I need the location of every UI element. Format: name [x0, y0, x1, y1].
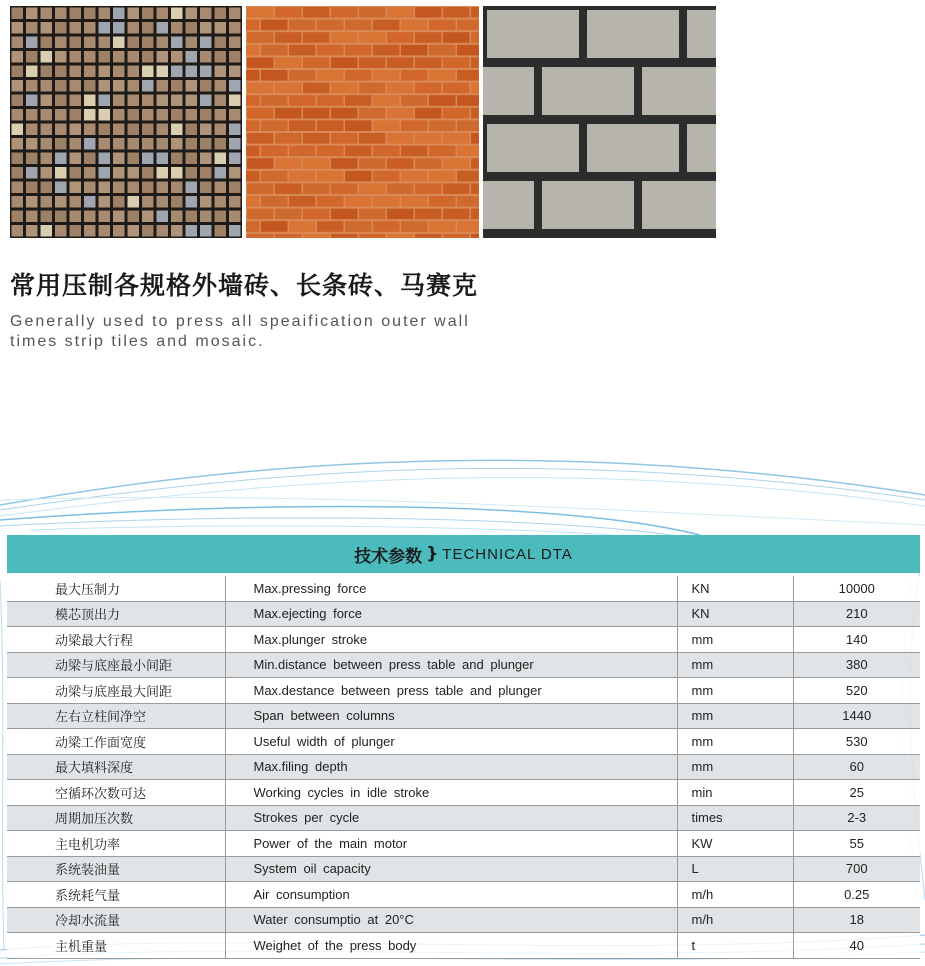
param-value: 210 — [793, 601, 920, 627]
param-name-cn: 系统装油量 — [7, 856, 225, 882]
table-row — [7, 576, 920, 601]
table-row — [7, 678, 920, 704]
param-name-cn: 动梁最大行程 — [7, 627, 225, 653]
param-value: 380 — [793, 652, 920, 678]
param-name-cn: 动梁与底座最小间距 — [7, 652, 225, 678]
spec-table-header — [7, 535, 920, 573]
spec-table — [7, 576, 920, 959]
param-name-cn: 主机重量 — [7, 933, 225, 959]
param-value: 530 — [793, 729, 920, 755]
param-name-cn: 主电机功率 — [7, 831, 225, 857]
param-name-cn: 冷却水流量 — [7, 907, 225, 933]
page-subtitle — [10, 312, 470, 352]
param-value: 60 — [793, 754, 920, 780]
table-row — [7, 754, 920, 780]
table-row — [7, 780, 920, 806]
param-name-en: Max.ejecting force — [225, 601, 677, 627]
param-value: 0.25 — [793, 882, 920, 908]
subtitle-line-1: Generally used to press all speaification outer wall — [10, 313, 470, 330]
param-unit: mm — [677, 754, 793, 780]
param-name-cn: 系统耗气量 — [7, 882, 225, 908]
page-title: 常用压制各规格外墙砖、长条砖、马赛克 — [10, 271, 479, 300]
param-value: 55 — [793, 831, 920, 857]
param-value: 2-3 — [793, 805, 920, 831]
spec-header-cn: 技术参数 — [354, 546, 423, 567]
param-value: 10000 — [793, 576, 920, 601]
param-name-cn: 动梁工作面宽度 — [7, 729, 225, 755]
param-name-cn: 空循环次数可达 — [7, 780, 225, 806]
param-value: 18 — [793, 907, 920, 933]
param-value: 700 — [793, 856, 920, 882]
param-name-cn: 周期加压次数 — [7, 805, 225, 831]
param-value: 25 — [793, 780, 920, 806]
param-name-en: Useful width of plunger — [225, 729, 677, 755]
param-name-en: Weighet of the press body — [225, 933, 677, 959]
param-unit: KW — [677, 831, 793, 857]
param-value: 140 — [793, 627, 920, 653]
param-unit: m/h — [677, 907, 793, 933]
param-unit: mm — [677, 678, 793, 704]
table-row — [7, 729, 920, 755]
spec-header-en: TECHNICAL DTA — [442, 545, 573, 563]
param-name-en: Strokes per cycle — [225, 805, 677, 831]
param-value: 40 — [793, 933, 920, 959]
table-row — [7, 831, 920, 857]
table-row — [7, 882, 920, 908]
table-row — [7, 907, 920, 933]
param-unit: t — [677, 933, 793, 959]
param-unit: mm — [677, 652, 793, 678]
table-row — [7, 652, 920, 678]
param-name-cn: 模芯顶出力 — [7, 601, 225, 627]
table-row — [7, 703, 920, 729]
param-name-en: Max.filing depth — [225, 754, 677, 780]
param-name-en: Water consumptio at 20°C — [225, 907, 677, 933]
param-name-en: Max.pressing force — [225, 576, 677, 601]
param-unit: mm — [677, 627, 793, 653]
table-row — [7, 856, 920, 882]
param-unit: m/h — [677, 882, 793, 908]
table-row — [7, 601, 920, 627]
param-unit: min — [677, 780, 793, 806]
param-name-en: Working cycles in idle stroke — [225, 780, 677, 806]
spec-header-brace: } — [426, 544, 439, 564]
param-unit: L — [677, 856, 793, 882]
param-name-en: System oil capacity — [225, 856, 677, 882]
subtitle-line-2: times strip tiles and mosaic. — [10, 333, 265, 350]
param-name-en: Span between columns — [225, 703, 677, 729]
param-unit: mm — [677, 703, 793, 729]
table-row — [7, 805, 920, 831]
brick-tile-image — [246, 6, 479, 238]
table-row — [7, 627, 920, 653]
param-value: 1440 — [793, 703, 920, 729]
param-value: 520 — [793, 678, 920, 704]
param-name-cn: 左右立柱间净空 — [7, 703, 225, 729]
param-name-en: Min.distance between press table and plunger — [225, 652, 677, 678]
mosaic-tile-image — [10, 6, 242, 238]
param-unit: KN — [677, 576, 793, 601]
param-name-cn: 动梁与底座最大间距 — [7, 678, 225, 704]
param-name-en: Max.plunger stroke — [225, 627, 677, 653]
param-unit: times — [677, 805, 793, 831]
param-name-cn: 最大压制力 — [7, 576, 225, 601]
param-unit: KN — [677, 601, 793, 627]
param-name-en: Power of the main motor — [225, 831, 677, 857]
param-name-en: Max.destance between press table and plunger — [225, 678, 677, 704]
param-name-cn: 最大填料深度 — [7, 754, 225, 780]
param-name-en: Air consumption — [225, 882, 677, 908]
stone-tile-image — [483, 6, 716, 238]
param-unit: mm — [677, 729, 793, 755]
table-row — [7, 933, 920, 959]
